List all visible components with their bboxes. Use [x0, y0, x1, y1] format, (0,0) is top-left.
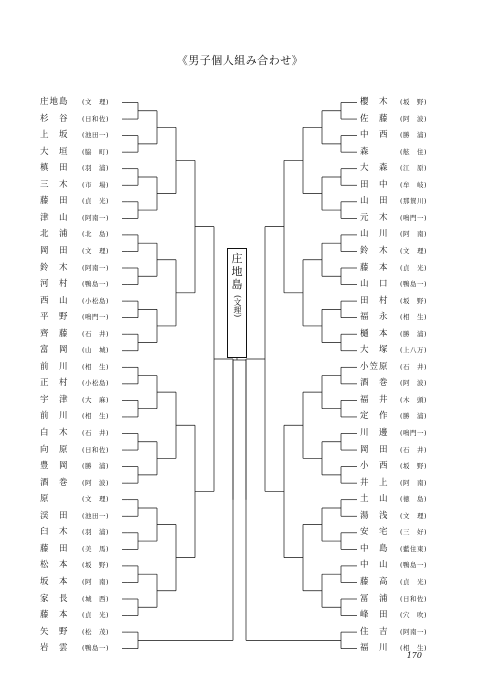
- right-player-5: [360, 162, 427, 175]
- player-name: 山 川: [360, 229, 389, 240]
- right-player-10: [360, 245, 427, 258]
- right-player-2: [360, 113, 427, 126]
- player-school: (藍住東): [400, 544, 428, 553]
- champion-school: (文理): [233, 295, 242, 318]
- right-player-3: [360, 129, 427, 142]
- player-school: (文 理): [82, 495, 110, 504]
- player-name: 渓 田: [40, 510, 69, 521]
- player-name: 岡 田: [360, 444, 389, 455]
- player-name: 前 川: [40, 411, 69, 422]
- player-school: (阿 波): [82, 478, 110, 487]
- player-school: (牟 岐): [400, 180, 428, 189]
- left-player-10: [40, 245, 109, 258]
- left-player-8: [40, 212, 109, 225]
- left-player-23: [40, 460, 109, 473]
- player-school: (相 生): [82, 412, 110, 421]
- player-name: 冨 浦: [360, 593, 389, 604]
- right-player-17: [360, 361, 427, 374]
- player-name: 鈴 木: [40, 262, 69, 273]
- player-school: (那賀川): [400, 197, 428, 206]
- player-school: (貞 光): [82, 197, 110, 206]
- left-player-33: [40, 626, 109, 639]
- right-player-11: [360, 262, 427, 275]
- player-school: (貞 光): [400, 577, 428, 586]
- right-player-14: [360, 311, 427, 324]
- player-school: (松 茂): [82, 627, 110, 636]
- player-school: (羽 浦): [82, 164, 110, 173]
- player-school: (日和佐): [82, 445, 110, 454]
- player-school: (阿 波): [400, 379, 428, 388]
- player-name: 津 山: [40, 212, 69, 223]
- left-player-14: [40, 311, 109, 324]
- left-player-11: [40, 262, 109, 275]
- right-player-18: [360, 377, 427, 390]
- player-school: (鳴門一): [82, 313, 110, 322]
- player-name: 田 村: [360, 295, 389, 306]
- player-name: 峰 田: [360, 610, 389, 621]
- player-school: (文 理): [400, 511, 428, 520]
- player-school: (池田一): [82, 131, 110, 140]
- left-player-22: [40, 444, 109, 457]
- champion-name-1: 庄: [231, 252, 243, 265]
- right-player-32: [360, 609, 427, 622]
- player-school: (穴 吹): [400, 611, 428, 620]
- player-school: (文 理): [82, 246, 110, 255]
- left-player-28: [40, 543, 109, 556]
- player-name: 森: [360, 146, 370, 157]
- left-player-5: [40, 162, 109, 175]
- right-player-24: [360, 477, 427, 490]
- player-school: (小松島): [82, 296, 110, 305]
- player-school: (石 井): [82, 429, 110, 437]
- player-name: 前 川: [40, 361, 69, 372]
- left-player-32: [40, 609, 109, 622]
- player-school: (羽 浦): [82, 528, 110, 537]
- left-player-9: [40, 228, 109, 241]
- player-school: (北 島): [82, 230, 110, 239]
- right-player-19: [360, 394, 427, 407]
- left-player-12: [40, 278, 109, 291]
- player-name: 山 田: [360, 196, 389, 207]
- player-name: 中 山: [360, 560, 389, 571]
- player-school: (相 生): [82, 362, 110, 371]
- player-school: (鳴門一): [400, 429, 428, 437]
- player-name: 小 西: [360, 461, 389, 472]
- player-school: (阿 南): [82, 577, 110, 586]
- player-school: (城 西): [82, 594, 110, 603]
- player-name: 臼 木: [40, 527, 69, 538]
- player-name: 上 坂: [40, 130, 69, 141]
- player-name: 坂 本: [40, 576, 69, 587]
- right-player-13: [360, 295, 427, 308]
- player-name: 藤 田: [40, 543, 69, 554]
- player-school: (阿南一): [400, 627, 428, 636]
- player-name: 藤 田: [40, 196, 69, 207]
- player-school: (徳 島): [400, 495, 428, 504]
- player-name: 土 山: [360, 494, 389, 505]
- player-school: (日和佐): [400, 594, 428, 603]
- player-school: (相 生): [400, 644, 428, 653]
- player-school: (石 井): [400, 445, 428, 454]
- player-school: (阿 南): [400, 478, 428, 487]
- player-school: (小松島): [82, 379, 110, 388]
- left-player-20: [40, 410, 109, 423]
- player-name: 安 宅: [360, 527, 389, 538]
- right-player-29: [360, 559, 427, 572]
- right-player-28: [360, 543, 427, 556]
- player-name: 藤 本: [40, 610, 69, 621]
- player-name: 佐 藤: [360, 113, 389, 124]
- player-name: 櫻 木: [360, 97, 389, 107]
- left-player-2: [40, 113, 109, 126]
- player-school: (阿南一): [82, 263, 110, 272]
- player-school: (貞 光): [400, 263, 428, 272]
- right-player-31: [360, 593, 427, 606]
- left-player-16: [40, 344, 109, 357]
- player-name: 庄地島: [40, 97, 69, 107]
- player-name: 福 川: [360, 643, 389, 654]
- player-school: (勝 浦): [400, 329, 428, 338]
- player-name: 元 木: [360, 212, 389, 223]
- player-name: 原: [40, 494, 50, 505]
- player-name: 大 森: [360, 163, 389, 174]
- player-school: (阿南一): [82, 213, 110, 222]
- right-player-16: [360, 344, 427, 357]
- player-name: 田 中: [360, 179, 389, 190]
- player-name: 宇 津: [40, 394, 69, 405]
- player-name: 酒 巻: [40, 477, 69, 488]
- player-name: 中 西: [360, 130, 389, 141]
- player-school: (石 井): [82, 329, 110, 338]
- left-player-6: [40, 179, 109, 192]
- left-player-25: [40, 493, 109, 506]
- player-school: (鴨島一): [82, 280, 110, 289]
- right-player-25: [360, 493, 427, 506]
- player-school: (美 馬): [82, 544, 110, 553]
- player-name: 大 塚: [360, 345, 389, 356]
- player-school: (脇 町): [82, 147, 110, 156]
- right-player-21: [360, 427, 427, 440]
- right-player-23: [360, 460, 427, 473]
- right-player-12: [360, 278, 427, 291]
- player-name: 井 上: [360, 477, 389, 488]
- player-name: 西 山: [40, 295, 69, 306]
- champion-box: [227, 248, 247, 358]
- player-name: 豊 岡: [40, 461, 69, 472]
- player-school: (石 井): [400, 362, 428, 371]
- player-school: (舷 住): [400, 147, 428, 156]
- page-number: 170: [406, 651, 422, 660]
- player-name: 福 井: [360, 394, 389, 405]
- champion-name-3: 島: [231, 278, 243, 291]
- player-school: (相 生): [400, 313, 428, 322]
- right-player-6: [360, 179, 427, 192]
- page-title: 《男子個人組み合わせ》: [176, 54, 304, 67]
- player-name: 定 作: [360, 411, 389, 422]
- player-school: (鴨島一): [400, 280, 428, 289]
- left-player-7: [40, 195, 109, 208]
- left-player-17: [40, 361, 109, 374]
- player-name: 鈴 木: [360, 245, 389, 256]
- player-name: 藤 本: [360, 262, 389, 273]
- player-school: (大 麻): [82, 395, 110, 404]
- player-school: (勝 浦): [400, 131, 428, 140]
- player-name: 杉 谷: [40, 113, 69, 124]
- player-name: 三 木: [40, 179, 69, 190]
- left-player-26: [40, 510, 109, 523]
- right-player-27: [360, 526, 427, 539]
- left-player-24: [40, 477, 109, 490]
- player-school: (木 頭): [400, 395, 428, 404]
- player-school: (勝 浦): [400, 412, 428, 421]
- player-name: 小笠原: [360, 361, 389, 372]
- player-name: 住 吉: [360, 626, 389, 637]
- player-school: (貞 光): [82, 611, 110, 620]
- right-player-26: [360, 510, 427, 523]
- left-player-1: [40, 96, 109, 109]
- left-player-31: [40, 593, 109, 606]
- left-player-27: [40, 526, 109, 539]
- left-player-21: [40, 427, 109, 440]
- player-name: 松 本: [40, 560, 69, 571]
- player-school: (江 原): [400, 164, 428, 173]
- player-name: 大 垣: [40, 146, 69, 157]
- player-school: (坂 野): [400, 296, 428, 305]
- left-player-30: [40, 576, 109, 589]
- left-player-29: [40, 559, 109, 572]
- player-name: 向 原: [40, 444, 69, 455]
- player-name: 槙 田: [40, 163, 69, 174]
- right-player-15: [360, 328, 427, 341]
- right-player-20: [360, 410, 427, 423]
- player-school: (山 城): [82, 346, 110, 355]
- player-school: (鳴門一): [400, 213, 428, 222]
- right-player-30: [360, 576, 427, 589]
- player-school: (坂 野): [400, 98, 428, 106]
- player-name: 中 島: [360, 543, 389, 554]
- player-school: (鴨島一): [82, 644, 110, 653]
- player-name: 岡 田: [40, 245, 69, 256]
- player-name: 川 邊: [360, 428, 389, 438]
- left-player-15: [40, 328, 109, 341]
- player-school: (文 理): [400, 246, 428, 255]
- player-school: (勝 浦): [82, 462, 110, 471]
- left-player-3: [40, 129, 109, 142]
- player-school: (日和佐): [82, 114, 110, 123]
- left-player-18: [40, 377, 109, 390]
- player-school: (鴨島一): [400, 561, 428, 570]
- right-player-1: [360, 96, 427, 109]
- right-player-8: [360, 212, 427, 225]
- right-player-22: [360, 444, 427, 457]
- player-school: (市 場): [82, 180, 110, 189]
- player-name: 湯 浅: [360, 510, 389, 521]
- champion-name-2: 地: [231, 265, 243, 278]
- player-name: 正 村: [40, 378, 69, 389]
- right-player-7: [360, 195, 427, 208]
- player-name: 河 村: [40, 279, 69, 290]
- player-name: 岩 雲: [40, 643, 69, 654]
- left-player-4: [40, 146, 109, 159]
- left-player-13: [40, 295, 109, 308]
- player-school: (池田一): [82, 511, 110, 520]
- player-name: 平 野: [40, 312, 69, 323]
- player-school: (阿 南): [400, 230, 428, 239]
- player-name: 藤 高: [360, 576, 389, 587]
- player-name: 齊 藤: [40, 328, 69, 339]
- player-school: (阿 波): [400, 114, 428, 123]
- player-name: 矢 野: [40, 626, 69, 637]
- left-player-34: [40, 642, 109, 655]
- right-player-4: [360, 146, 427, 159]
- player-name: 福 永: [360, 312, 389, 323]
- player-name: 山 口: [360, 279, 389, 290]
- right-player-9: [360, 228, 427, 241]
- player-school: (坂 野): [82, 561, 110, 570]
- left-player-19: [40, 394, 109, 407]
- player-name: 樋 本: [360, 328, 389, 339]
- player-school: (上八万): [400, 346, 428, 355]
- player-name: 富 岡: [40, 345, 69, 356]
- player-name: 白 木: [40, 428, 69, 438]
- player-name: 北 浦: [40, 229, 69, 240]
- right-player-33: [360, 626, 427, 639]
- player-name: 酒 巻: [360, 378, 389, 389]
- player-school: (三 好): [400, 528, 428, 537]
- player-school: (文 理): [82, 98, 110, 106]
- player-school: (坂 野): [400, 462, 428, 471]
- player-name: 家 長: [40, 593, 69, 604]
